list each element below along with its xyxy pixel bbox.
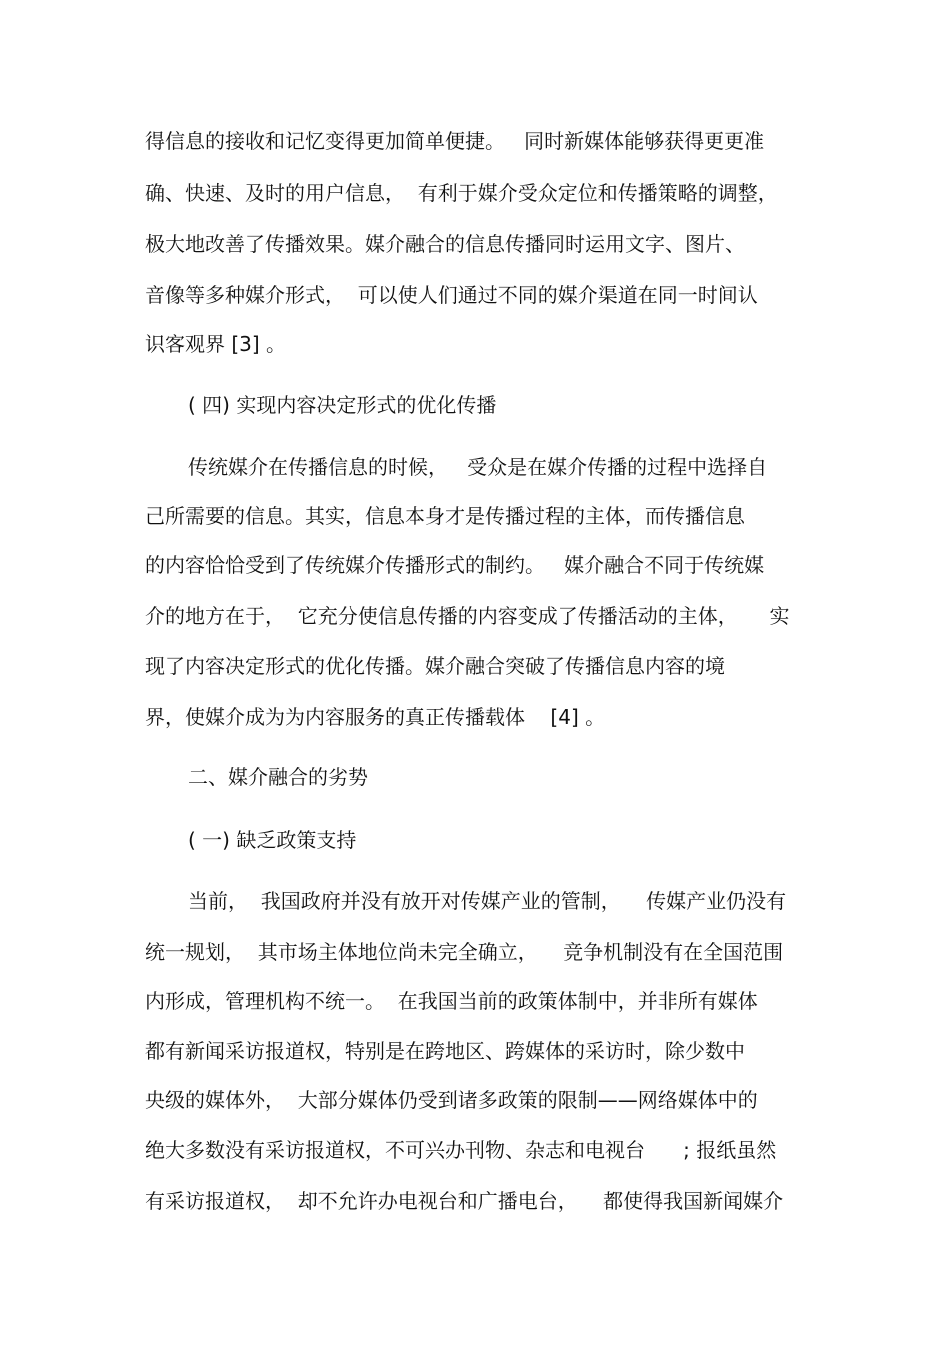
body-text-line: 识客观界 [3] 。 xyxy=(145,332,287,356)
body-text-line: 内形成，管理机构不统一。 在我国当前的政策体制中，并非所有媒体 xyxy=(145,989,758,1013)
body-text-line: 界，使媒介成为为内容服务的真正传播载体 [4] 。 xyxy=(145,705,606,729)
body-text-line: 己所需要的信息。其实，信息本身才是传播过程的主体，而传播信息 xyxy=(145,504,745,528)
body-text-line: 现了内容决定形式的优化传播。媒介融合突破了传播信息内容的境 xyxy=(145,654,725,678)
body-text-line: 有采访报道权， 却不允许办电视台和广播电台， 都使得我国新闻媒介 xyxy=(145,1189,784,1213)
body-text-line: 央级的媒体外， 大部分媒体仍受到诸多政策的限制——网络媒体中的 xyxy=(145,1088,758,1112)
body-text-line: 确、快速、及时的用户信息， 有利于媒介受众定位和传播策略的调整， xyxy=(145,181,778,205)
body-text-line: 介的地方在于， 它充分使信息传播的内容变成了传播活动的主体， 实 xyxy=(145,604,790,628)
body-text-line: 统一规划， 其市场主体地位尚未完全确立， 竞争机制没有在全国范围 xyxy=(145,940,784,964)
body-text-line: 的内容恰恰受到了传统媒介传播形式的制约。 媒介融合不同于传统媒 xyxy=(145,553,765,577)
chapter-heading: 二、媒介融合的劣势 xyxy=(188,765,368,789)
section-heading: ( 四) 实现内容决定形式的优化传播 xyxy=(188,393,497,417)
body-text-line: 音像等多种媒介形式， 可以使人们通过不同的媒介渠道在同一时间认 xyxy=(145,283,758,307)
body-text-line: 当前， 我国政府并没有放开对传媒产业的管制， 传媒产业仍没有 xyxy=(188,889,787,913)
body-text-line: 极大地改善了传播效果。媒介融合的信息传播同时运用文字、图片、 xyxy=(145,232,745,256)
body-text-line: 传统媒介在传播信息的时候， 受众是在媒介传播的过程中选择自 xyxy=(188,455,768,479)
section-heading: ( 一) 缺乏政策支持 xyxy=(188,828,357,852)
body-text-line: 绝大多数没有采访报道权，不可兴办刊物、杂志和电视台 ; 报纸虽然 xyxy=(145,1138,777,1162)
body-text-line: 得信息的接收和记忆变得更加简单便捷。 同时新媒体能够获得更更准 xyxy=(145,129,765,153)
body-text-line: 都有新闻采访报道权，特别是在跨地区、跨媒体的采访时，除少数中 xyxy=(145,1039,745,1063)
